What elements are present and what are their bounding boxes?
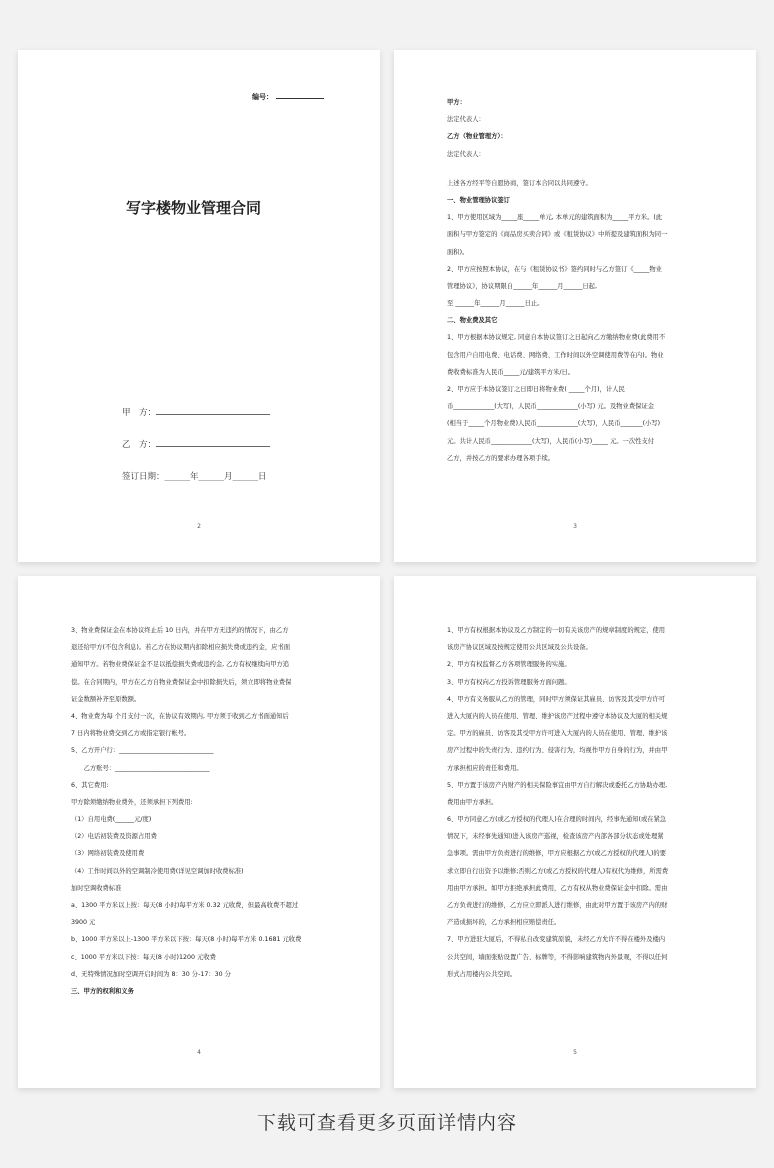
page-2 [394, 50, 756, 562]
text-line: 偿。在合同期内，甲方在乙方自物业费保证金中扣除损失后，须立即将物业费保 [71, 678, 292, 686]
text-line: （4）工作时间以外的空调制冷使用费(详见空调加时收费标准) [71, 867, 244, 875]
text-line: 4、物业费为每 个月支付一次，在协议有效期内, 甲方须于收到乙方书面通知后 [71, 712, 289, 720]
text-line: 1、甲方根据本协议规定, 同意自本协议签订之日起向乙方缴纳物业费(此费用不 [447, 334, 666, 342]
text-line: 甲方： [447, 99, 466, 106]
text-line: 三、甲方的权利和义务 [71, 987, 134, 995]
page-number: 4 [197, 1049, 201, 1056]
text-line: 管理协议》，协议期限自______年______月______日起, [447, 282, 597, 290]
download-prompt: 下载可查看更多页面详情内容 [256, 1112, 517, 1134]
text-line: 用由甲方承担。如甲方拒绝承担此费用，乙方有权从物业费保证金中扣除。需由 [447, 884, 668, 892]
contract-title: 写字楼物业管理合同 [126, 199, 262, 217]
text-line: 方承担相应的责任和费用。 [447, 764, 523, 772]
text-line: 乙方负责进行的维修，乙方应立即派人进行维修，由此对甲方置于该房产内的财 [447, 902, 668, 909]
text-line: d、无特殊情况加时空调开启时间为 8：30 分-17：30 分 [71, 970, 231, 978]
page-cover [18, 50, 380, 562]
text-line: 定。甲方的雇员、访客及其受甲方许可进入大厦内的人员在使用、管理、维护该 [447, 730, 668, 738]
text-line: 证金数额补齐至原数额。 [71, 695, 141, 703]
text-line [447, 163, 706, 175]
page-text [447, 94, 706, 467]
text-line: 房产过程中的失责行为、违约行为、侵害行为，均视作甲方自身的行为，并由甲 [447, 747, 668, 755]
text-line: c、1000 平方米以下按：每天(8 小时)1200 元收费 [71, 953, 216, 961]
number-blank [276, 98, 324, 99]
text-line: 甲方除须缴纳物业费外，还须承担下列费用: [71, 798, 193, 806]
text-line: 面积与甲方签定的《商品房买卖合同》或《租赁协议》中所提及建筑面积为同一 [447, 231, 668, 239]
text-line: （1）自用电费(______元/度) [71, 816, 152, 824]
text-line: 求立即自行出资予以维修;否则乙方(或乙方授权的代理人)有权代为维修，所需费 [447, 867, 669, 875]
text-line: 至 ______年______月______日止。 [447, 300, 544, 308]
text-line: 费用由甲方承担。 [447, 798, 498, 806]
text-line: 法定代表人： [447, 150, 485, 158]
text-line: 二、物业费及其它 [447, 317, 498, 325]
text-line: 包含用户自用电费、电话费、网络费、工作时间以外空调使用费等在内)。物业 [447, 351, 664, 359]
text-line: 7 日内将物业费交到乙方或指定银行帐号。 [71, 730, 191, 738]
text-line: 法定代表人： [447, 116, 485, 124]
text-line: 上述各方经平等自愿协商，签订本合同以共同遵守。 [447, 179, 592, 187]
text-line: 5、甲方置于该房产内财产的相关保险事宜由甲方自行解决或委托乙方协助办理, [447, 781, 668, 789]
page-number: 2 [197, 523, 201, 530]
text-line: 乙方（物业管理方）： [447, 133, 507, 141]
text-line: 币_____________(大写)，人民币_____________(小写) 元。及物业费保证金 [447, 403, 655, 411]
page-text [447, 622, 706, 983]
page-number: 3 [573, 523, 577, 530]
text-line: 1、甲方使用区域为_____座_____单元, 本单元的建筑面积为_____平方米。(此 [447, 214, 663, 222]
text-line: 一、物业管理协议签订 [447, 196, 510, 204]
page-number: 5 [573, 1049, 577, 1056]
text-line: 通知甲方。若物业费保证金不足以抵偿损失费或违约金, 乙方有权继续向甲方追 [71, 661, 290, 669]
text-line: 进入大厦内的人员在使用、管理、维护该房产过程中遵守本协议及大厦的相关规 [447, 712, 668, 720]
page-4 [394, 576, 756, 1088]
text-line: 6、其它费用: [71, 781, 109, 789]
party-a-line: 甲 方： [122, 406, 270, 418]
text-line: 情况下，未经事先通知)进入该房产巡视，检查该房产内部各部分状态或处理紧 [447, 833, 664, 841]
text-line: 面积)。 [447, 248, 469, 256]
text-line: 3、甲方有权向乙方投诉管理服务方面问题。 [447, 678, 571, 686]
text-line: 6、甲方同意乙方(或乙方授权的代理人)在合理的时间内，经事先通知(或在紧急 [447, 816, 667, 824]
page-text [71, 622, 330, 1000]
text-line: 乙方，并按乙方的要求办理各项手续。 [447, 454, 555, 462]
text-line: 加时空调收费标准 [71, 884, 122, 892]
text-line: 退还给甲方(不包含利息)。若乙方在协议期内扣除相应损失费或违约金，应书面 [71, 644, 291, 652]
text-line: 7、甲方进驻大厦后，不得私自改变建筑原貌，未经乙方允许不得在楼外及楼内 [447, 936, 666, 944]
sign-date-line: 签订日期：______年______月______日 [122, 472, 267, 482]
text-line: 4、甲方有义务服从乙方的管理，同时甲方须保证其雇员、访客及其受甲方许可 [447, 695, 666, 703]
text-line: 该房产协议区域及按规定使用公共区域及公共设备。 [447, 644, 592, 652]
party-b-line: 乙 方： [122, 438, 270, 450]
page-3 [18, 576, 380, 1088]
text-line: (相当于_____个月物业费)人民币_____________(大写)，人民币_______(小写) [447, 420, 661, 428]
text-line: 3900 元 [71, 919, 96, 927]
text-line: 公共空间，墙面张贴设置广告、标牌等，不得影响建筑物内外景观，不得以任何 [447, 953, 668, 961]
text-line: 2、甲方有权监督乙方各项管理服务的实施。 [447, 661, 571, 669]
text-line: 元。共计人民币_____________(大写)，人民币(小写)_____ 元。一次性支付 [447, 437, 655, 445]
text-line: （2）电话初装费及资源占用费 [71, 833, 157, 841]
text-line: 急事项。需由甲方负责进行的维修，甲方应根据乙方(或乙方授权的代理人)的要 [447, 850, 667, 858]
text-line: 5、乙方开户行：______________________________ [71, 747, 214, 755]
text-line: 2、甲方应按照本协议，在与《租赁协议书》签约同时与乙方签订《_____物业 [447, 265, 662, 273]
text-line: 形式占用楼内公共空间。 [447, 970, 517, 978]
contract-number: 编号： [252, 92, 324, 102]
text-line: b、1000 平方米以上-1300 平方米以下按：每天(8 小时)每平方米 0.1681 元收费 [71, 936, 302, 944]
text-line: 费收费标准为人民币_____元/建筑平方米/日。 [447, 368, 575, 376]
text-line: a、1300 平方米以上按：每天(8 小时)每平方米 0.32 元收费，但最高收费不超过 [71, 902, 299, 909]
text-line: （3）网络初装费及使用费 [71, 850, 145, 858]
text-line: 2、甲方应于本协议签订之日即日将物业费( _____个月)，计人民 [447, 386, 625, 393]
text-line: 产造成损坏的，乙方承担相应赔偿责任。 [447, 919, 561, 927]
text-line: 乙方账号：______________________________ [71, 764, 210, 772]
text-line: 3、物业费保证金在本协议终止后 10 日内，并在甲方无违约的情况下，由乙方 [71, 627, 289, 634]
text-line: 1、甲方有权根据本协议及乙方制定的一切有关该房产的规章制度的规定，使用 [447, 627, 666, 634]
